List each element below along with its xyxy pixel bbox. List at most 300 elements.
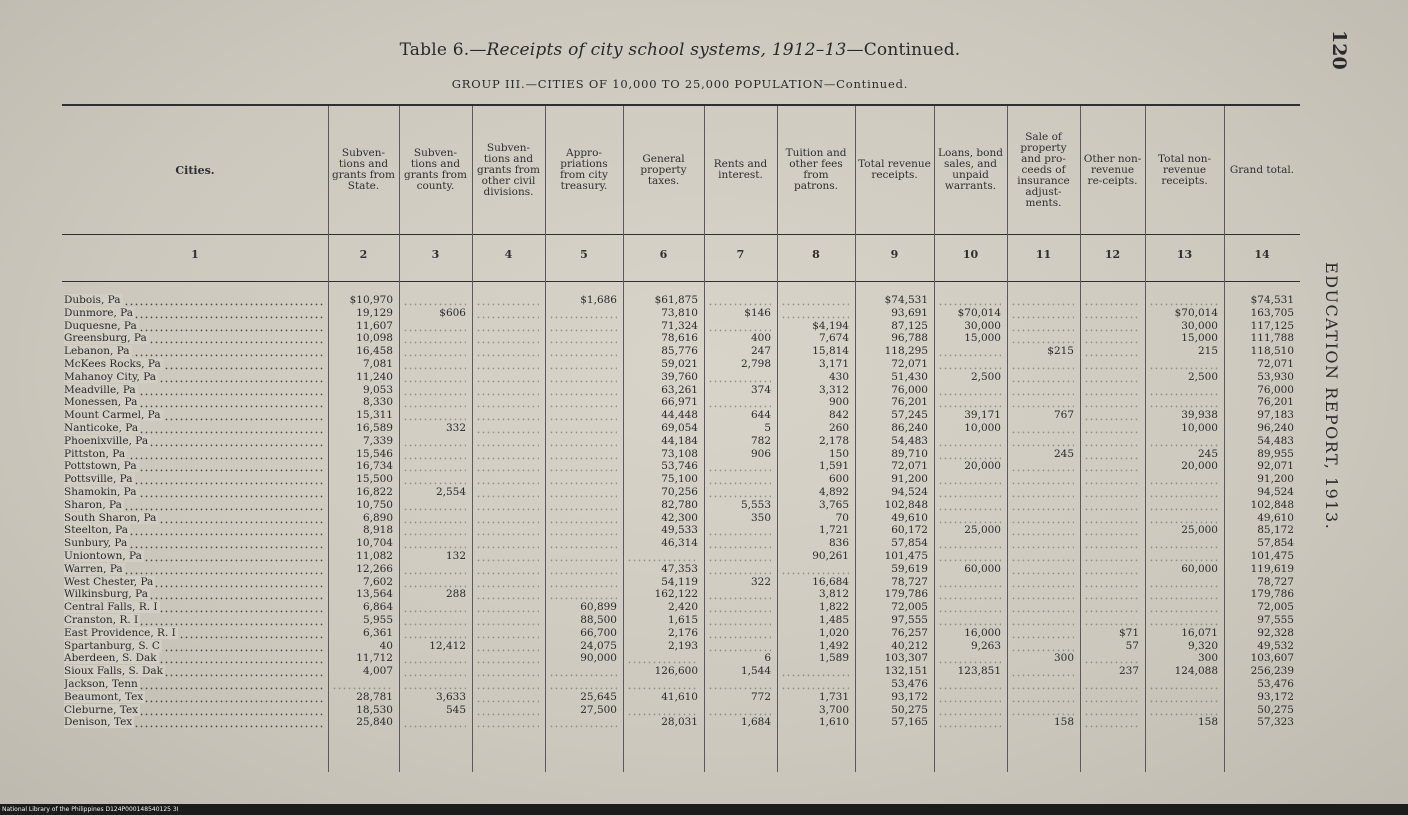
cell-loans-bonds: 20,000: [964, 460, 1001, 473]
cell-loans-bonds: [938, 716, 1001, 729]
cell-other-civil: [476, 294, 539, 307]
table-row: [0, 320, 1300, 333]
cell-property-taxes: 82,780: [661, 498, 698, 511]
cell-total-revenue: 76,000: [891, 383, 928, 396]
cell-property-taxes: 73,810: [661, 306, 698, 319]
cell-total-nonrevenue: 2,500: [1187, 370, 1218, 383]
cell-grand-total: 163,705: [1250, 306, 1294, 319]
cell-city-treasury: $1,686: [580, 294, 617, 306]
cell-other-civil: [476, 614, 539, 627]
table-row: [0, 614, 1300, 627]
cell-property-taxes: 66,971: [661, 396, 698, 409]
cell-other-civil: [476, 460, 539, 473]
cell-total-nonrevenue: [1149, 576, 1218, 589]
cell-rents-interest: [708, 601, 771, 614]
cell-county: [403, 345, 466, 358]
cell-total-revenue: 49,610: [891, 511, 928, 524]
table-row: [0, 678, 1300, 691]
cell-other-nonrevenue: 57: [1125, 639, 1139, 652]
cell-loans-bonds: 39,171: [964, 409, 1001, 422]
cell-other-nonrevenue: [1084, 345, 1139, 358]
cell-city-treasury: 24,075: [580, 639, 617, 652]
city-name-text: McKees Rocks, Pa: [64, 357, 161, 370]
cell-property-taxes: 162,122: [654, 588, 698, 601]
city-name-text: Nanticoke, Pa: [64, 421, 139, 434]
cell-grand-total: 54,483: [1257, 434, 1294, 447]
column-number-county: 3: [431, 248, 440, 261]
cell-total-nonrevenue: 60,000: [1181, 562, 1218, 575]
cell-grand-total: 97,555: [1257, 613, 1294, 626]
cell-grand-total: 92,071: [1257, 460, 1294, 473]
cell-rents-interest: 906: [750, 447, 771, 460]
city-name: [64, 678, 324, 691]
cell-county: [403, 678, 466, 691]
cell-county: [403, 396, 466, 409]
cell-property-taxes: 44,448: [661, 409, 698, 422]
cell-city-treasury: 66,700: [580, 626, 617, 639]
cell-loans-bonds: [938, 678, 1001, 691]
cell-grand-total: 103,607: [1250, 652, 1294, 665]
city-name: [64, 332, 324, 345]
cell-total-revenue: 59,619: [891, 562, 928, 575]
cell-grand-total: 72,005: [1257, 601, 1294, 614]
city-name-text: Central Falls, R. I: [64, 601, 158, 614]
cell-sale-property: [1011, 614, 1074, 627]
cell-city-treasury: [549, 576, 617, 589]
cell-sale-property: [1011, 550, 1074, 563]
column-number-sale-property: 11: [1035, 248, 1052, 261]
cell-grand-total: 92,328: [1257, 626, 1294, 639]
cell-total-revenue: 57,854: [891, 537, 928, 550]
table-subtitle: GROUP III.—CITIES OF 10,000 TO 25,000 POPULATION—Continued.: [451, 77, 909, 91]
cell-city-treasury: [549, 537, 617, 550]
cell-sale-property: [1011, 332, 1074, 345]
city-name: [64, 358, 324, 371]
cell-other-nonrevenue: [1084, 652, 1139, 665]
city-name: [64, 294, 324, 307]
cell-total-revenue: 102,848: [884, 498, 928, 511]
cell-rents-interest: [708, 563, 771, 576]
city-name: [64, 473, 324, 486]
cell-state: 11,240: [356, 370, 393, 383]
cell-sale-property: [1011, 601, 1074, 614]
cell-state: 8,918: [362, 524, 393, 537]
cell-total-revenue: 76,201: [891, 396, 928, 409]
city-name: [64, 499, 324, 512]
cell-grand-total: 89,955: [1257, 447, 1294, 460]
cell-grand-total: 53,476: [1257, 677, 1294, 690]
cell-total-revenue: 78,727: [891, 575, 928, 588]
cell-sale-property: [1011, 691, 1074, 704]
cell-other-nonrevenue: [1084, 588, 1139, 601]
cell-grand-total: 57,323: [1257, 716, 1294, 729]
cell-loans-bonds: 25,000: [964, 524, 1001, 537]
cell-other-civil: [476, 665, 539, 678]
column-header-rents-interest: Rents and interest.: [713, 158, 768, 181]
cell-sale-property: 767: [1053, 409, 1074, 422]
cell-loans-bonds: [938, 294, 1001, 307]
city-name: [64, 345, 324, 358]
cell-county: [403, 499, 466, 512]
cell-other-nonrevenue: [1084, 307, 1139, 320]
cell-grand-total: 93,172: [1257, 690, 1294, 703]
cell-loans-bonds: [938, 550, 1001, 563]
cell-rents-interest: [708, 678, 771, 691]
cell-city-treasury: [549, 422, 617, 435]
city-name-text: Lebanon, Pa: [64, 345, 130, 358]
cell-city-treasury: [549, 384, 617, 397]
cell-city-treasury: [549, 435, 617, 448]
title-italic: Receipts of city school systems, 1912–13: [486, 40, 847, 60]
cell-property-taxes: 39,760: [661, 370, 698, 383]
cell-county: [403, 320, 466, 333]
city-name-text: Beaumont, Tex: [64, 690, 144, 703]
cell-other-nonrevenue: [1084, 614, 1139, 627]
cell-total-nonrevenue: [1149, 588, 1218, 601]
cell-other-nonrevenue: [1084, 691, 1139, 704]
cell-other-civil: [476, 307, 539, 320]
cell-other-civil: [476, 320, 539, 333]
cell-state: $10,970: [349, 294, 393, 306]
table-row: [0, 448, 1300, 461]
city-name: [64, 307, 324, 320]
cell-rents-interest: [708, 588, 771, 601]
cell-property-taxes: 49,533: [661, 524, 698, 537]
cell-total-revenue: 60,172: [891, 524, 928, 537]
cell-other-civil: [476, 345, 539, 358]
cell-total-revenue: 87,125: [891, 319, 928, 332]
cell-total-revenue: 89,710: [891, 447, 928, 460]
cell-rents-interest: [708, 550, 771, 563]
table-row: [0, 332, 1300, 345]
cell-sale-property: [1011, 460, 1074, 473]
cell-property-taxes: 85,776: [661, 345, 698, 358]
page-number: 120: [1328, 30, 1350, 70]
cell-rents-interest: [708, 486, 771, 499]
cell-city-treasury: [549, 473, 617, 486]
column-header-other-nonrevenue: Other non-revenue re-ceipts.: [1083, 152, 1142, 187]
table-row: [0, 716, 1300, 729]
column-header-loans-bonds: Loans, bond sales, and unpaid warrants.: [938, 147, 1003, 192]
city-name: [64, 691, 324, 704]
cell-total-nonrevenue: 16,071: [1181, 626, 1218, 639]
cell-total-nonrevenue: [1149, 550, 1218, 563]
table-row: [0, 550, 1300, 563]
cell-grand-total: 119,619: [1250, 562, 1294, 575]
column-header-property-taxes: General property taxes.: [640, 152, 687, 187]
cell-total-nonrevenue: [1149, 435, 1218, 448]
cell-sale-property: 245: [1053, 447, 1074, 460]
cell-total-revenue: 72,005: [891, 601, 928, 614]
cell-state: 11,712: [356, 652, 393, 665]
cell-total-nonrevenue: [1149, 384, 1218, 397]
cell-property-taxes: 28,031: [661, 716, 698, 729]
table-row: [0, 499, 1300, 512]
table-row: [0, 473, 1300, 486]
cell-total-nonrevenue: 39,938: [1181, 409, 1218, 422]
cell-rents-interest: [708, 524, 771, 537]
cell-grand-total: 96,240: [1257, 421, 1294, 434]
cell-other-civil: [476, 512, 539, 525]
table-row: [0, 652, 1300, 665]
city-name-text: Greensburg, Pa: [64, 332, 147, 345]
cell-city-treasury: [549, 486, 617, 499]
cell-state: 10,704: [356, 537, 393, 550]
cell-loans-bonds: [938, 614, 1001, 627]
cell-other-civil: [476, 576, 539, 589]
city-name: [64, 448, 324, 461]
cell-city-treasury: [549, 665, 617, 678]
cell-state: 11,082: [356, 549, 393, 562]
cell-tuition-fees: 3,765: [818, 498, 849, 511]
cell-state: 16,458: [356, 345, 393, 358]
cell-property-taxes: 47,353: [661, 562, 698, 575]
cell-total-revenue: 53,476: [891, 677, 928, 690]
cell-other-civil: [476, 396, 539, 409]
cell-loans-bonds: [938, 345, 1001, 358]
city-name-text: Shamokin, Pa: [64, 485, 137, 498]
cell-property-taxes: 71,324: [661, 319, 698, 332]
column-number-total-revenue: 9: [890, 248, 899, 261]
header-bottom-rule: [62, 234, 1300, 235]
cell-rents-interest: 374: [750, 383, 771, 396]
cell-grand-total: 118,510: [1250, 345, 1294, 358]
cell-property-taxes: 54,119: [661, 575, 698, 588]
cell-total-nonrevenue: [1149, 691, 1218, 704]
cell-tuition-fees: 16,684: [812, 575, 849, 588]
city-name-text: Warren, Pa: [64, 562, 123, 575]
column-number-rule: [62, 281, 1300, 282]
cell-other-civil: [476, 640, 539, 653]
cell-city-treasury: 90,000: [580, 652, 617, 665]
city-name-text: South Sharon, Pa: [64, 511, 157, 524]
cell-sale-property: [1011, 371, 1074, 384]
cell-rents-interest: [708, 627, 771, 640]
cell-tuition-fees: 3,700: [818, 703, 849, 716]
table-row: [0, 294, 1300, 307]
cell-property-taxes: 75,100: [661, 473, 698, 486]
cell-property-taxes: [627, 550, 698, 563]
cell-state: 9,053: [362, 383, 393, 396]
cell-sale-property: [1011, 358, 1074, 371]
cell-grand-total: 50,275: [1257, 703, 1294, 716]
column-header-city: Cities.: [175, 163, 215, 177]
city-name: [64, 512, 324, 525]
cell-other-civil: [476, 652, 539, 665]
column-number-other-nonrevenue: 12: [1104, 248, 1121, 261]
cell-other-civil: [476, 588, 539, 601]
cell-rents-interest: 644: [750, 409, 771, 422]
city-name-text: Mount Carmel, Pa: [64, 409, 161, 422]
city-name: [64, 665, 324, 678]
cell-loans-bonds: [938, 358, 1001, 371]
cell-property-taxes: $61,875: [654, 294, 698, 306]
cell-loans-bonds: [938, 486, 1001, 499]
cell-tuition-fees: 1,610: [818, 716, 849, 729]
cell-rents-interest: $146: [744, 306, 771, 319]
cell-other-nonrevenue: 237: [1118, 665, 1139, 678]
city-name-text: Sioux Falls, S. Dak: [64, 665, 164, 678]
cell-county: [403, 512, 466, 525]
cell-grand-total: 97,183: [1257, 409, 1294, 422]
cell-sale-property: [1011, 588, 1074, 601]
table-row: [0, 601, 1300, 614]
cell-rents-interest: 1,544: [740, 665, 771, 678]
city-name: [64, 409, 324, 422]
table-row: [0, 563, 1300, 576]
cell-total-nonrevenue: $70,014: [1174, 306, 1218, 319]
cell-property-taxes: 73,108: [661, 447, 698, 460]
cell-rents-interest: 6: [764, 652, 771, 665]
table-row: [0, 627, 1300, 640]
city-name-text: Uniontown, Pa: [64, 549, 142, 562]
cell-state: 11,607: [356, 319, 393, 332]
column-header-state: Subven-tions and grants from State.: [332, 147, 395, 192]
cell-sale-property: [1011, 563, 1074, 576]
cell-total-revenue: 91,200: [891, 473, 928, 486]
cell-total-nonrevenue: 15,000: [1181, 332, 1218, 345]
cell-city-treasury: 25,645: [580, 690, 617, 703]
cell-sale-property: [1011, 435, 1074, 448]
cell-loans-bonds: [938, 601, 1001, 614]
city-name-text: Pottsville, Pa: [64, 473, 133, 486]
city-name-text: Denison, Tex: [64, 716, 133, 729]
cell-loans-bonds: 9,263: [970, 639, 1001, 652]
cell-total-nonrevenue: 20,000: [1181, 460, 1218, 473]
cell-grand-total: 76,201: [1257, 396, 1294, 409]
cell-total-nonrevenue: [1149, 473, 1218, 486]
table-row: [0, 512, 1300, 525]
cell-state: 28,781: [356, 690, 393, 703]
cell-loans-bonds: 60,000: [964, 562, 1001, 575]
cell-grand-total: 94,524: [1257, 485, 1294, 498]
cell-city-treasury: [549, 320, 617, 333]
cell-sale-property: 158: [1053, 716, 1074, 729]
cell-tuition-fees: 3,812: [818, 588, 849, 601]
cell-grand-total: 101,475: [1250, 549, 1294, 562]
cell-property-taxes: 126,600: [654, 665, 698, 678]
cell-rents-interest: [708, 473, 771, 486]
cell-sale-property: [1011, 704, 1074, 717]
cell-state: 12,266: [356, 562, 393, 575]
cell-total-nonrevenue: 158: [1197, 716, 1218, 729]
cell-other-civil: [476, 473, 539, 486]
cell-sale-property: [1011, 576, 1074, 589]
city-name-text: Mahanoy City, Pa: [64, 370, 157, 383]
column-number-property-taxes: 6: [659, 248, 668, 261]
cell-grand-total: $74,531: [1250, 294, 1294, 306]
cell-total-revenue: 50,275: [891, 703, 928, 716]
city-name: [64, 371, 324, 384]
cell-property-taxes: [627, 652, 698, 665]
cell-total-revenue: 93,172: [891, 690, 928, 703]
cell-tuition-fees: [781, 563, 849, 576]
table-row: [0, 524, 1300, 537]
city-name: [64, 460, 324, 473]
cell-other-nonrevenue: [1084, 512, 1139, 525]
cell-grand-total: 179,786: [1250, 588, 1294, 601]
cell-other-nonrevenue: [1084, 320, 1139, 333]
column-header-county: Subven-tions and grants from county.: [404, 147, 467, 192]
cell-tuition-fees: 150: [828, 447, 849, 460]
cell-tuition-fees: 1,822: [818, 601, 849, 614]
cell-other-civil: [476, 409, 539, 422]
cell-county: [403, 524, 466, 537]
city-name: [64, 576, 324, 589]
cell-sale-property: [1011, 473, 1074, 486]
city-name: [64, 435, 324, 448]
cell-other-nonrevenue: [1084, 473, 1139, 486]
cell-total-revenue: 94,524: [891, 485, 928, 498]
cell-property-taxes: 2,193: [667, 639, 698, 652]
cell-county: $606: [439, 306, 466, 319]
cell-county: [403, 716, 466, 729]
cell-state: 15,311: [356, 409, 393, 422]
city-name-text: Cranston, R. I: [64, 613, 139, 626]
cell-total-nonrevenue: 245: [1197, 447, 1218, 460]
cell-grand-total: 72,071: [1257, 357, 1294, 370]
cell-state: 10,750: [356, 498, 393, 511]
cell-total-nonrevenue: 9,320: [1187, 639, 1218, 652]
cell-other-nonrevenue: [1084, 409, 1139, 422]
city-name: [64, 704, 324, 717]
table-row: [0, 640, 1300, 653]
column-header-grand-total: Grand total.: [1229, 163, 1295, 176]
cell-state: 15,546: [356, 447, 393, 460]
cell-property-taxes: 53,746: [661, 460, 698, 473]
city-name: [64, 550, 324, 563]
cell-sale-property: [1011, 627, 1074, 640]
cell-grand-total: 91,200: [1257, 473, 1294, 486]
cell-other-nonrevenue: [1084, 537, 1139, 550]
cell-property-taxes: 2,420: [667, 601, 698, 614]
cell-tuition-fees: [781, 678, 849, 691]
table-row: [0, 409, 1300, 422]
cell-tuition-fees: 7,674: [818, 332, 849, 345]
cell-grand-total: 78,727: [1257, 575, 1294, 588]
cell-rents-interest: 772: [750, 690, 771, 703]
cell-rents-interest: [708, 460, 771, 473]
cell-state: 4,007: [362, 665, 393, 678]
table-row: [0, 422, 1300, 435]
cell-rents-interest: 350: [750, 511, 771, 524]
cell-city-treasury: [549, 716, 617, 729]
city-name: [64, 614, 324, 627]
cell-city-treasury: [549, 563, 617, 576]
cell-total-nonrevenue: 215: [1197, 345, 1218, 358]
cell-city-treasury: [549, 588, 617, 601]
cell-total-revenue: 103,307: [884, 652, 928, 665]
cell-tuition-fees: 260: [828, 421, 849, 434]
cell-loans-bonds: [938, 396, 1001, 409]
cell-sale-property: $215: [1047, 345, 1074, 358]
city-name-text: Dunmore, Pa: [64, 306, 133, 319]
cell-county: 332: [445, 421, 466, 434]
cell-rents-interest: 247: [750, 345, 771, 358]
cell-grand-total: 49,610: [1257, 511, 1294, 524]
cell-tuition-fees: 1,731: [818, 690, 849, 703]
cell-other-nonrevenue: [1084, 435, 1139, 448]
cell-loans-bonds: [938, 588, 1001, 601]
cell-total-revenue: 97,555: [891, 613, 928, 626]
cell-property-taxes: 2,176: [667, 626, 698, 639]
city-name-text: Sunbury, Pa: [64, 537, 128, 550]
cell-county: [403, 601, 466, 614]
cell-city-treasury: 88,500: [580, 613, 617, 626]
cell-other-civil: [476, 716, 539, 729]
cell-sale-property: [1011, 512, 1074, 525]
column-number-total-nonrevenue: 13: [1176, 248, 1193, 261]
